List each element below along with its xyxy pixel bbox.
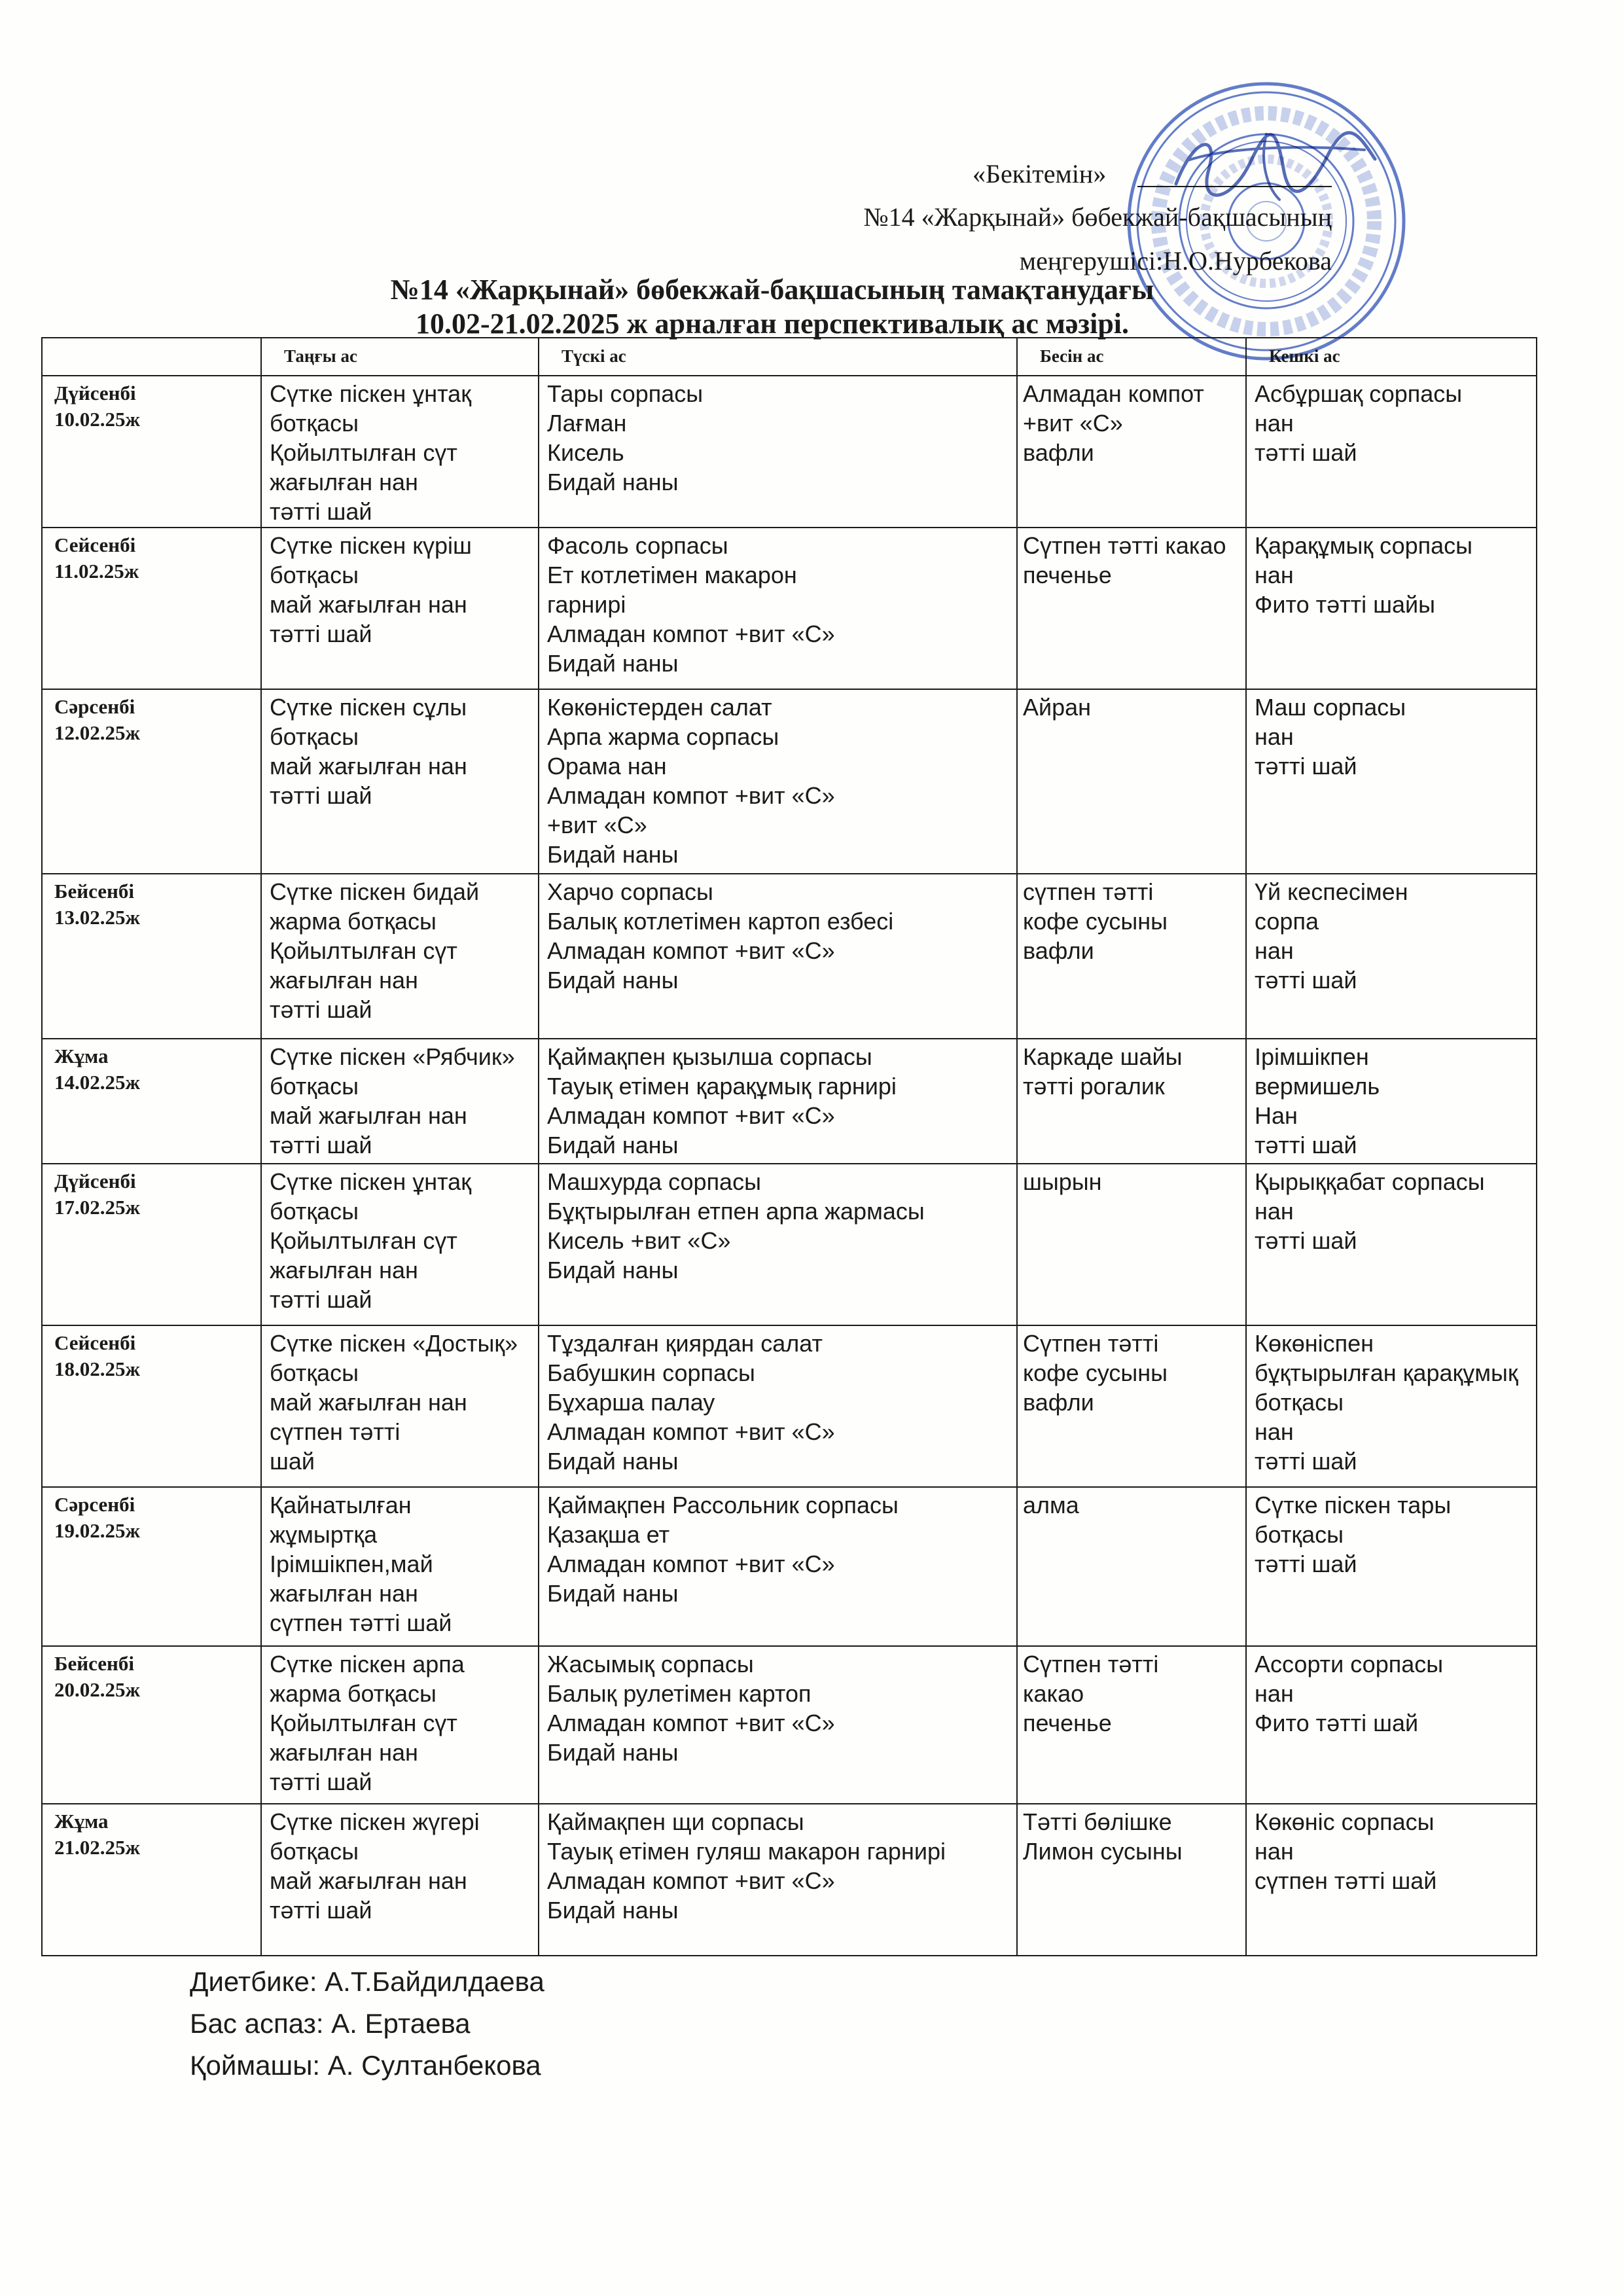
menu-row: [43, 1326, 1537, 1488]
menu-item: тәтті шай: [1255, 439, 1357, 466]
header-row: [43, 338, 1537, 376]
breakfast-cell: [262, 874, 539, 1039]
menu-item: Қарақұмық сорпасы: [1255, 532, 1472, 559]
snack-cell: [1018, 376, 1247, 528]
menu-item: Бидай наны: [547, 1739, 679, 1766]
menu-item: вафли: [1023, 439, 1094, 466]
menu-item: Лимон сусыны: [1023, 1838, 1183, 1865]
dinner-cell: [1247, 1647, 1537, 1804]
menu-item: Сүтке піскен күріш: [270, 532, 472, 559]
menu-row: [43, 376, 1537, 528]
menu-item: какао: [1023, 1680, 1084, 1707]
menu-item: сүтпен тәтті шай: [270, 1609, 452, 1636]
storekeeper-line: Қоймашы: А. Султанбекова: [190, 2050, 541, 2081]
menu-item: Тары сорпасы: [547, 380, 704, 407]
day-name: Жұма: [54, 1810, 109, 1833]
menu-item: Қойылтылған сүт: [270, 1227, 457, 1254]
day-date: 18.02.25ж: [54, 1357, 140, 1380]
menu-item: Қазақша ет: [547, 1521, 670, 1548]
menu-item: Кисель +вит «С»: [547, 1227, 731, 1254]
head-cook-line: Бас аспаз: А. Ертаева: [190, 2008, 471, 2039]
menu-item: тәтті шай: [270, 782, 372, 809]
approval-label: «Бекітемін»: [972, 159, 1107, 188]
menu-item: май жағылған нан: [270, 1389, 467, 1416]
menu-item: тәтті шай: [270, 996, 372, 1023]
menu-item: Алмадан компот +вит «С»: [547, 1867, 835, 1894]
day-name: Жұма: [54, 1045, 109, 1067]
menu-item: сүтпен тәтті: [1023, 878, 1154, 905]
breakfast-cell: [262, 1488, 539, 1647]
menu-item: Сүтке піскен арпа: [270, 1651, 465, 1677]
dinner-cell: [1247, 1164, 1537, 1326]
menu-item: вермишель: [1255, 1073, 1380, 1100]
header-cell-day: [43, 338, 262, 376]
day-name: Сейсенбі: [54, 1331, 136, 1354]
menu-item: Нан: [1255, 1102, 1298, 1129]
snack-cell: [1018, 874, 1247, 1039]
menu-item: тәтті шай: [1255, 753, 1357, 780]
day-date: 10.02.25ж: [54, 408, 140, 431]
day-date: 12.02.25ж: [54, 721, 140, 744]
menu-item: Сүтке піскен тары: [1255, 1492, 1452, 1518]
menu-item: май жағылған нан: [270, 753, 467, 780]
day-name: Сәрсенбі: [54, 695, 135, 718]
menu-item: Бұхарша палау: [547, 1389, 715, 1416]
dinner-cell: [1247, 690, 1537, 874]
menu-item: Айран: [1023, 694, 1092, 721]
menu-item: жағылған нан: [270, 967, 418, 994]
menu-item: Алмадан компот: [1023, 380, 1204, 407]
menu-item: Сүтке піскен «Достық»: [270, 1330, 518, 1357]
breakfast-cell: [262, 1647, 539, 1804]
menu-item: Көкөніспен: [1255, 1330, 1374, 1357]
menu-item: Алмадан компот +вит «С»: [547, 1418, 835, 1445]
menu-item: тәтті шай: [1255, 1551, 1357, 1577]
menu-item: тәтті шай: [1255, 1227, 1357, 1254]
menu-item: Алмадан компот +вит «С»: [547, 782, 835, 809]
menu-row: [43, 528, 1537, 690]
menu-row: [43, 1647, 1537, 1804]
lunch-cell: [539, 1804, 1018, 1956]
menu-item: тәтті шай: [270, 1897, 372, 1924]
dinner-cell: [1247, 1039, 1537, 1164]
menu-item: ботқасы: [270, 1359, 359, 1386]
menu-item: +вит «С»: [1023, 410, 1123, 437]
menu-item: Бидай наны: [547, 967, 679, 994]
menu-item: Бабушкин сорпасы: [547, 1359, 755, 1386]
menu-item: Қойылтылған сүт: [270, 937, 457, 964]
menu-item: бұқтырылған қарақұмық: [1255, 1359, 1518, 1386]
menu-item: Алмадан компот +вит «С»: [547, 1710, 835, 1736]
menu-item: Алмадан компот +вит «С»: [547, 937, 835, 964]
menu-item: тәтті шай: [1255, 1132, 1357, 1158]
breakfast-cell: [262, 1804, 539, 1956]
snack-cell: [1018, 1326, 1247, 1488]
menu-row: [43, 1164, 1537, 1326]
dietitian-line: Диетбике: А.Т.Байдилдаева: [190, 1966, 544, 1997]
snack-cell: [1018, 528, 1247, 690]
menu-item: печенье: [1023, 562, 1112, 588]
menu-item: Сүтке піскен ұнтақ: [270, 380, 471, 407]
menu-item: Қайнатылған: [270, 1492, 412, 1518]
menu-item: ботқасы: [270, 1198, 359, 1225]
day-cell: [43, 1488, 262, 1647]
menu-item: жағылған нан: [270, 1580, 418, 1607]
menu-item: Бидай наны: [547, 1132, 679, 1158]
day-date: 19.02.25ж: [54, 1519, 140, 1542]
approval-head: меңгерушісі:Н.О.Нурбекова: [1019, 246, 1332, 276]
menu-item: шырын: [1023, 1168, 1102, 1195]
menu-row: [43, 874, 1537, 1039]
day-cell: [43, 1326, 262, 1488]
menu-item: Тауық етімен қарақұмық гарнирі: [547, 1073, 897, 1100]
menu-item: Сүтке піскен жүгері: [270, 1808, 480, 1835]
menu-item: сүтпен тәтті шай: [1255, 1867, 1437, 1894]
lunch-cell: [539, 690, 1018, 874]
menu-item: Харчо сорпасы: [547, 878, 713, 905]
day-name: Бейсенбі: [54, 1652, 134, 1675]
header-cell-snack: [1018, 338, 1247, 376]
lunch-cell: [539, 874, 1018, 1039]
day-name: Дүйсенбі: [54, 1170, 136, 1193]
menu-item: жағылған нан: [270, 1257, 418, 1283]
menu-item: Машхурда сорпасы: [547, 1168, 761, 1195]
day-name: Сәрсенбі: [54, 1493, 135, 1516]
menu-item: тәтті шай: [270, 1132, 372, 1158]
menu-item: нан: [1255, 410, 1294, 437]
dinner-cell: [1247, 1804, 1537, 1956]
dinner-cell: [1247, 376, 1537, 528]
menu-item: нан: [1255, 1198, 1294, 1225]
menu-item: тәтті рогалик: [1023, 1073, 1165, 1100]
menu-item: Үй кеспесімен: [1255, 878, 1408, 905]
column-header: Таңғы ас: [284, 346, 357, 366]
menu-item: май жағылған нан: [270, 591, 467, 618]
day-cell: [43, 1647, 262, 1804]
day-cell: [43, 376, 262, 528]
dinner-cell: [1247, 1326, 1537, 1488]
menu-item: Маш сорпасы: [1255, 694, 1406, 721]
day-cell: [43, 528, 262, 690]
menu-item: жағылған нан: [270, 469, 418, 495]
menu-item: ботқасы: [270, 723, 359, 750]
menu-item: ботқасы: [270, 1838, 359, 1865]
menu-item: Фито тәтті шай: [1255, 1710, 1419, 1736]
menu-item: Фито тәтті шайы: [1255, 591, 1435, 618]
menu-item: Алмадан компот +вит «С»: [547, 1102, 835, 1129]
menu-item: Бидай наны: [547, 469, 679, 495]
day-date: 21.02.25ж: [54, 1836, 140, 1859]
menu-item: Ет котлетімен макарон: [547, 562, 797, 588]
menu-item: тәтті шай: [1255, 1448, 1357, 1475]
menu-item: Тұздалған қиярдан салат: [547, 1330, 823, 1357]
menu-item: Қойылтылған сүт: [270, 439, 457, 466]
menu-item: май жағылған нан: [270, 1102, 467, 1129]
menu-item: Ірімшікпен: [1255, 1043, 1369, 1070]
menu-item: жарма ботқасы: [270, 1680, 437, 1707]
snack-cell: [1018, 690, 1247, 874]
menu-row: [43, 1488, 1537, 1647]
menu-item: Бидай наны: [547, 1897, 679, 1924]
menu-item: ботқасы: [270, 1073, 359, 1100]
snack-cell: [1018, 1647, 1247, 1804]
header-cell-lunch: [539, 338, 1018, 376]
column-header: Бесін ас: [1040, 346, 1104, 366]
menu-item: ботқасы: [1255, 1389, 1344, 1416]
menu-item: нан: [1255, 1838, 1294, 1865]
menu-item: сорпа: [1255, 908, 1319, 935]
menu-item: ботқасы: [1255, 1521, 1344, 1548]
menu-item: Ірімшікпен,май: [270, 1551, 433, 1577]
menu-item: Қаймақпен қызылша сорпасы: [547, 1043, 872, 1070]
column-header: Кешкі ас: [1269, 346, 1340, 366]
menu-table: [41, 337, 1537, 1956]
menu-item: Жасымық сорпасы: [547, 1651, 754, 1677]
menu-item: Қаймақпен щи сорпасы: [547, 1808, 804, 1835]
lunch-cell: [539, 1647, 1018, 1804]
menu-item: Бұқтырылған етпен арпа жармасы: [547, 1198, 925, 1225]
lunch-cell: [539, 1039, 1018, 1164]
lunch-cell: [539, 376, 1018, 528]
menu-item: тәтті шай: [1255, 967, 1357, 994]
menu-item: Сүтпен тәтті какао: [1023, 532, 1226, 559]
menu-item: жағылған нан: [270, 1739, 418, 1766]
menu-item: Көкөніс сорпасы: [1255, 1808, 1435, 1835]
menu-item: Бидай наны: [547, 650, 679, 677]
breakfast-cell: [262, 1164, 539, 1326]
menu-item: тәтті шай: [270, 498, 372, 525]
menu-item: Фасоль сорпасы: [547, 532, 728, 559]
day-name: Бейсенбі: [54, 880, 134, 903]
breakfast-cell: [262, 528, 539, 690]
lunch-cell: [539, 528, 1018, 690]
snack-cell: [1018, 1804, 1247, 1956]
menu-item: кофе сусыны: [1023, 1359, 1168, 1386]
header-cell-dinner: [1247, 338, 1537, 376]
menu-row: [43, 690, 1537, 874]
column-header: Түскі ас: [562, 346, 626, 366]
breakfast-cell: [262, 1039, 539, 1164]
menu-item: Сүтпен тәтті: [1023, 1330, 1159, 1357]
menu-item: Балық рулетімен картоп: [547, 1680, 812, 1707]
menu-item: нан: [1255, 562, 1294, 588]
dinner-cell: [1247, 1488, 1537, 1647]
menu-item: Тауық етімен гуляш макарон гарнирі: [547, 1838, 946, 1865]
menu-item: Қырыққабат сорпасы: [1255, 1168, 1485, 1195]
day-cell: [43, 690, 262, 874]
menu-item: печенье: [1023, 1710, 1112, 1736]
menu-item: нан: [1255, 723, 1294, 750]
menu-item: гарнирі: [547, 591, 626, 618]
day-date: 20.02.25ж: [54, 1678, 140, 1701]
snack-cell: [1018, 1488, 1247, 1647]
day-date: 17.02.25ж: [54, 1196, 140, 1219]
menu-item: нан: [1255, 1418, 1294, 1445]
menu-item: +вит «С»: [547, 812, 647, 838]
day-name: Дүйсенбі: [54, 382, 136, 404]
day-date: 11.02.25ж: [54, 560, 139, 583]
menu-item: тәтті шай: [270, 1768, 372, 1795]
menu-item: ботқасы: [270, 562, 359, 588]
menu-item: тәтті шай: [270, 620, 372, 647]
menu-item: Сүтпен тәтті: [1023, 1651, 1159, 1677]
breakfast-cell: [262, 690, 539, 874]
lunch-cell: [539, 1326, 1018, 1488]
menu-item: май жағылған нан: [270, 1867, 467, 1894]
menu-item: Тәтті бөлішке: [1023, 1808, 1172, 1835]
day-cell: [43, 874, 262, 1039]
menu-item: тәтті шай: [270, 1286, 372, 1313]
menu-item: Асбұршақ сорпасы: [1255, 380, 1463, 407]
menu-item: жарма ботқасы: [270, 908, 437, 935]
menu-item: алма: [1023, 1492, 1079, 1518]
menu-item: Бидай наны: [547, 1257, 679, 1283]
menu-item: Сүтке піскен ұнтақ: [270, 1168, 471, 1195]
menu-item: Сүтке піскен сұлы: [270, 694, 467, 721]
document-subtitle: 10.02-21.02.2025 ж арналған перспективалық ас мәзірі.: [415, 308, 1130, 340]
day-date: 14.02.25ж: [54, 1071, 140, 1094]
menu-item: Алмадан компот +вит «С»: [547, 620, 835, 647]
menu-item: Кисель: [547, 439, 624, 466]
menu-item: жұмыртқа: [270, 1521, 378, 1548]
header-cell-breakfast: [262, 338, 539, 376]
dinner-cell: [1247, 528, 1537, 690]
menu-item: ботқасы: [270, 410, 359, 437]
day-name: Сейсенбі: [54, 533, 136, 556]
menu-item: Қаймақпен Рассольник сорпасы: [547, 1492, 899, 1518]
day-cell: [43, 1039, 262, 1164]
menu-item: Бидай наны: [547, 1448, 679, 1475]
menu-item: Алмадан компот +вит «С»: [547, 1551, 835, 1577]
day-cell: [43, 1164, 262, 1326]
approval-organization: №14 «Жарқынай» бөбекжай-бақшасының: [863, 202, 1332, 232]
menu-item: Көкөністерден салат: [547, 694, 772, 721]
day-cell: [43, 1804, 262, 1956]
menu-item: вафли: [1023, 937, 1094, 964]
menu-item: Бидай наны: [547, 1580, 679, 1607]
snack-cell: [1018, 1039, 1247, 1164]
menu-item: Бидай наны: [547, 841, 679, 868]
menu-item: Лағман: [547, 410, 627, 437]
menu-item: Сүтке піскен «Рябчик»: [270, 1043, 515, 1070]
signature-scribble: [1168, 121, 1384, 219]
menu-row: [43, 1804, 1537, 1956]
menu-item: Арпа жарма сорпасы: [547, 723, 779, 750]
menu-item: кофе сусыны: [1023, 908, 1168, 935]
menu-item: сүтпен тәтті: [270, 1418, 401, 1445]
document-title: №14 «Жарқынай» бөбекжай-бақшасының тамақтанудағы: [390, 274, 1154, 306]
lunch-cell: [539, 1164, 1018, 1326]
menu-item: вафли: [1023, 1389, 1094, 1416]
menu-item: Балық котлетімен картоп езбесі: [547, 908, 894, 935]
menu-item: Орама нан: [547, 753, 667, 780]
menu-item: нан: [1255, 937, 1294, 964]
menu-item: Сүтке піскен бидай: [270, 878, 480, 905]
menu-item: шай: [270, 1448, 315, 1475]
snack-cell: [1018, 1164, 1247, 1326]
lunch-cell: [539, 1488, 1018, 1647]
dinner-cell: [1247, 874, 1537, 1039]
menu-item: Қойылтылған сүт: [270, 1710, 457, 1736]
menu-item: нан: [1255, 1680, 1294, 1707]
menu-row: [43, 1039, 1537, 1164]
breakfast-cell: [262, 1326, 539, 1488]
day-date: 13.02.25ж: [54, 906, 140, 929]
menu-item: Каркаде шайы: [1023, 1043, 1183, 1070]
menu-item: Ассорти сорпасы: [1255, 1651, 1444, 1677]
breakfast-cell: [262, 376, 539, 528]
